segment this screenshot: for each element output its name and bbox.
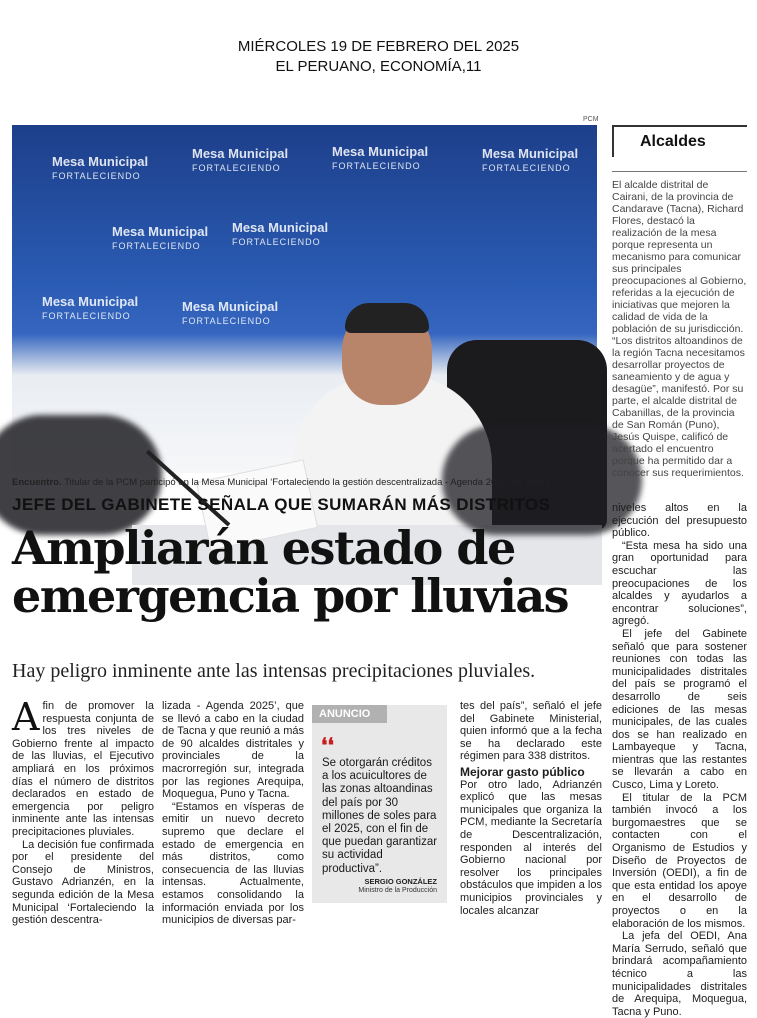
paragraph: El titular de la PCM también invocó a los burgomaestres que se contacten con el Organismo de Estudios y Diseño de Proyectos de Inversión (OEDI), a fin de que esta entidad los apoye en el desarrollo de proyectos o en la elaboración de los mismos.	[612, 791, 747, 930]
article-column-2	[162, 700, 304, 927]
date-line: MIÉRCOLES 19 DE FEBRERO DEL 2025	[237, 38, 520, 55]
drop-cap: A	[12, 695, 40, 739]
anuncio-role: Ministro de la Producción	[358, 887, 437, 894]
headline-line: Ampliarán estado de	[12, 521, 515, 575]
audience-silhouette	[0, 415, 162, 535]
article-column-4	[612, 502, 747, 1018]
caption-text: Titular de la PCM participó en la Mesa Municipal ‘Fortaleciendo la gestión descentralizada - Agenda 2025’ en Tacna.	[61, 477, 553, 488]
paragraph: tes del país”, señaló el jefe del Gabinete Ministerial, quien informó que a la fecha se ha declarado este régimen para 338 distritos.	[460, 700, 602, 763]
paragraph: niveles altos en la ejecución del presupuesto público.	[612, 502, 747, 540]
backdrop-logo: Mesa Municipal FORTALECIENDO	[182, 299, 279, 326]
backdrop-logo: Mesa Municipal FORTALECIENDO	[482, 146, 579, 173]
article-column-3	[460, 700, 602, 917]
photo-credit: PCM	[583, 116, 599, 123]
backdrop-logo: Mesa Municipal FORTALECIENDO	[332, 144, 429, 171]
paragraph: lizada - Agenda 2025’, que se llevó a cabo en la ciudad de Tacna y que reunió a más de 90 alcaldes distritales y provinciales de la macrorregión sur, integrada por las regiones Arequipa, Moquegua, Puno y Tacna.	[162, 700, 304, 801]
speaker-hair	[345, 303, 429, 333]
section-line: EL PERUANO, ECONOMÍA,11	[275, 58, 482, 75]
photo-caption	[12, 477, 597, 488]
paragraph: “Esta mesa ha sido una gran oportunidad para escuchar las preocupaciones de los alcaldes y ayudarlos a encontrar soluciones”, agregó.	[612, 539, 747, 628]
paragraph: Por otro lado, Adrianzén explicó que las mesas municipales que organiza la PCM, mediante la Secretaría de Descentralización, responden al interés del Gobierno nacional por resolver los principales obstáculos que impiden a los municipios provinciales y locales alcanzar	[460, 778, 602, 917]
anuncio-box	[312, 705, 447, 903]
sidebar-title: Alcaldes	[612, 125, 747, 157]
anuncio-author: SERGIO GONZÁLEZ	[364, 877, 437, 886]
article-photo	[12, 125, 597, 473]
headline-line: emergencia por lluvias	[12, 569, 569, 623]
backdrop-logo: Mesa Municipal FORTALECIENDO	[52, 154, 149, 181]
paragraph: fin de promover la respuesta conjunta de los tres niveles de Gobierno frente al impacto de las lluvias, el Ejecutivo ampliará en los próximos días el número de distritos declarados en estado de emergencia por peligro inminente ante las intensas precipitaciones pluviales.	[12, 700, 154, 838]
backdrop-logo: Mesa Municipal FORTALECIENDO	[42, 294, 139, 321]
anuncio-quote: Se otorgarán créditos a los acuicultores de las zonas altoandinas del país por 30 millones de soles para el 2025, con el fin de que puedan garantizar su actividad productiva”.	[322, 757, 438, 875]
paragraph: La jefa del OEDI, Ana María Serrudo, señaló que brindará acompañamiento técnico a las municipalidades distritales de Arequipa, Moquegua, Tacna y Puno.	[612, 930, 747, 1018]
paragraph: El jefe del Gabinete señaló que para sostener reuniones con todas las municipalidades distritales del país se programó el desarrollo de seis ediciones de las mesas municipales, de las cuales dos se han realizado en Lambayeque y Tacna, mientras que las restantes se llevarán a cabo en Cusco, Lima y Loreto.	[612, 627, 747, 792]
backdrop-logo: Mesa Municipal FORTALECIENDO	[232, 220, 329, 247]
kicker: JEFE DEL GABINETE SEÑALA QUE SUMARÁN MÁS DISTRITOS	[12, 495, 551, 514]
subhead: Mejorar gasto público	[460, 764, 585, 779]
quote-icon: ❛❛	[321, 733, 334, 757]
caption-label: Encuentro.	[12, 477, 62, 488]
sidebar-text: El alcalde distrital de Cairani, de la provincia de Candarave (Tacna), Richard Flores, destacó la realización de la mesa porque representa un mecanismo para comunicar sus principales preocupaciones al Gobierno, referidas a la ejecución de iniciativas que mejoren la calidad de vida de la población de su jurisdicción. “Los distritos altoandinos de la región Tacna necesitamos desarrollar proyectos de saneamiento y de agua y desagüe”, manifestó. Por su parte, el alcalde distrital de Cabanillas, de la provincia de San Román (Puno), Jesús Quispe, calificó de acertado el encuentro porque ha permitido dar a conocer sus requerimientos.	[612, 179, 747, 479]
sidebar-alcaldes	[612, 125, 747, 479]
paragraph: “Estamos en vísperas de emitir un nuevo decreto supremo que declare el estado de emergencia en más distritos, como consecuencia de las lluvias intensas. Actualmente, estamos consolidando la información enviada por los municipios de diversas par-	[162, 800, 304, 927]
article-column-1	[12, 695, 154, 927]
anuncio-label: ANUNCIO	[312, 705, 387, 723]
backdrop-logo: Mesa Municipal FORTALECIENDO	[192, 146, 289, 173]
deck: Hay peligro inminente ante las intensas precipitaciones pluviales.	[12, 660, 536, 682]
backdrop-logo: Mesa Municipal FORTALECIENDO	[112, 224, 209, 251]
sidebar-divider	[612, 171, 747, 172]
headline	[12, 521, 607, 623]
paragraph: La decisión fue confirmada por el presidente del Consejo de Ministros, Gustavo Adrianzén, en la segunda edición de la Mesa Municipal ‘Fortaleciendo la gestión descentra-	[12, 838, 154, 927]
